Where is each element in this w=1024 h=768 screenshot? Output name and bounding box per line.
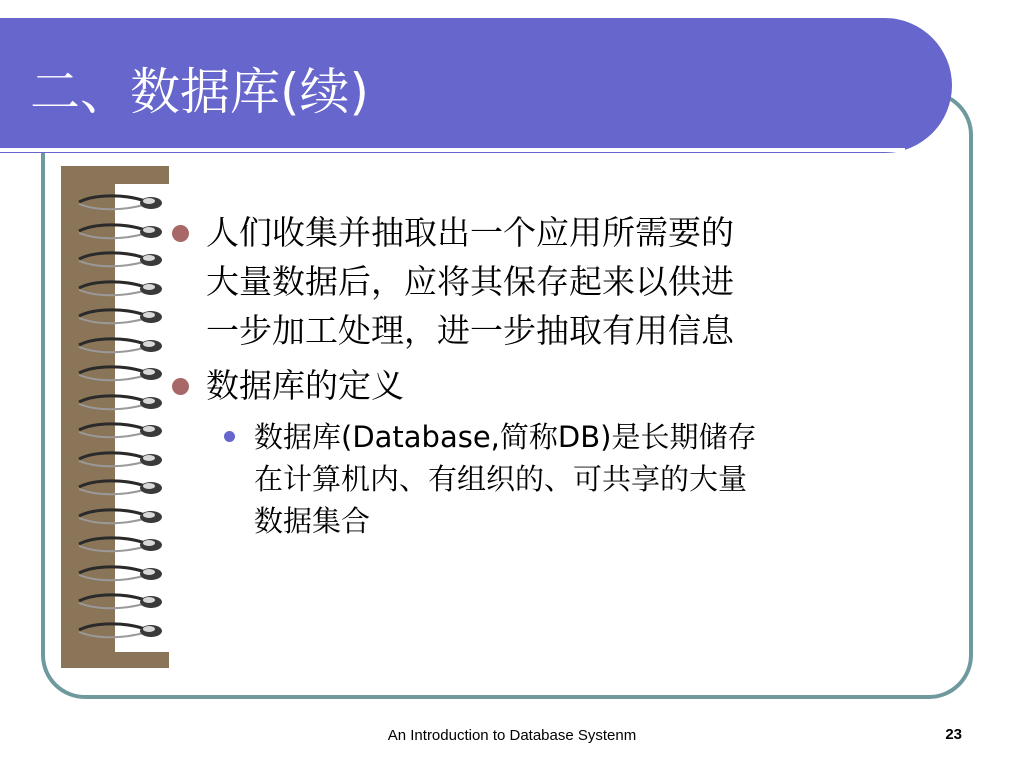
title-bar bbox=[0, 18, 952, 153]
sub-bullet-item bbox=[218, 416, 950, 542]
bullet-line: 大量数据后，应将其保存起来以供进 bbox=[206, 262, 734, 301]
bullet-list bbox=[170, 208, 950, 542]
spiral-notebook-icon bbox=[61, 166, 169, 668]
sub-bullet-line: 在计算机内、有组织的、可共享的大量 bbox=[254, 462, 748, 496]
bullet-dot-icon bbox=[172, 225, 189, 242]
sub-bullet-line: 数据库(Database,简称DB)是长期储存 bbox=[254, 420, 757, 454]
sub-bullet-dot-icon bbox=[224, 431, 235, 442]
footer-text: An Introduction to Database Systenm bbox=[387, 727, 637, 744]
bullet-item bbox=[170, 361, 950, 410]
notebook-ring bbox=[75, 620, 205, 640]
title-underline bbox=[0, 148, 905, 152]
bullet-line: 一步加工处理，进一步抽取有用信息 bbox=[206, 311, 734, 350]
notebook-ring bbox=[75, 563, 205, 583]
bullet-item bbox=[170, 208, 950, 355]
bullet-line: 数据库的定义 bbox=[206, 366, 404, 405]
page-number: 23 bbox=[945, 726, 962, 743]
bullet-line: 人们收集并抽取出一个应用所需要的 bbox=[206, 213, 734, 252]
sub-bullet-line: 数据集合 bbox=[254, 504, 371, 538]
notebook-ring bbox=[75, 591, 205, 611]
slide-title: 二、数据库(续) bbox=[30, 63, 370, 121]
bullet-dot-icon bbox=[172, 378, 189, 395]
